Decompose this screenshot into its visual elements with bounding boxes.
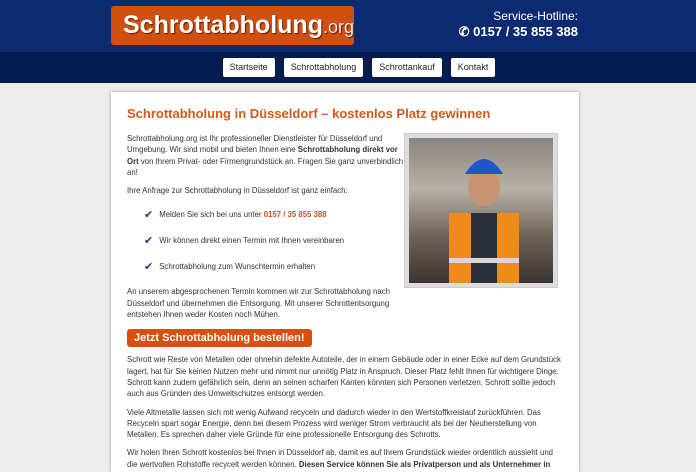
content-box [111,92,579,472]
phone-link[interactable]: 0157 / 35 855 388 [263,210,327,220]
paragraph: Viele Altmetalle lassen sich mit wenig Aufwand recyceln und dadurch wieder in den Wertstoffkreislauf zurückführen. Das Recyceln spart sogar Energie, denn bei diesem Prozess wird weniger Strom verbraucht als bei der Neuherstellung von Metallen. Es sprechen daher viele Gründe für eine professionelle Entsorgung des Schrotts. [127,407,541,440]
worker-image [409,138,553,283]
check-item: ✔ Melden Sie sich bei uns unter 0157 / 35 855 388 [144,209,327,222]
logo[interactable] [111,6,354,45]
paragraph: Schrott wie Reste von Metallen oder ohnehin defekte Autoteile, der in einem Gebäude oder in einer Ecke auf dem Grundstück lagert, hat für Sie keinen Nutzen mehr und nimmt nur unnötig Platz in Anspruch. Dieser Platz fehlt Ihnen für wichtigere Dinge. Schrott kann zudem gefährlich sein, denn an seinen scharfen Kanten könnten sich Personen verletzen. Schrott sollte jedoch auch aus Gründen des Umweltschutzes entsorgt werden. [127,355,561,399]
checkmark-icon: ✔ [144,261,154,274]
nav-schrottabholung[interactable]: Schrottabholung [284,58,364,77]
header [0,0,696,52]
logo-text: Schrottabholung [123,11,323,39]
nav-schrottankauf[interactable]: Schrottankauf [372,58,442,77]
order-button[interactable]: Jetzt Schrottabholung bestellen! [127,329,312,347]
check-item: ✔ Wir können direkt einen Termin mit Ihnen vereinbaren [144,235,345,248]
worker-photo [404,133,558,288]
paragraph: Wir holen Ihren Schrott kostenlos bei Ihnen in Düsseldorf ab, damit es auf Ihrem Grundstück wieder ordentlich aussieht und die wertvollen Rohstoffe recycelt werden können. Diesen Service können Sie als Privatperson und als Unternehmer in [127,448,554,469]
check-item: ✔ Schrottabholung zum Wunschtermin erhalten [144,261,316,274]
page-title: Schrottabholung in Düsseldorf – kostenlos Platz gewinnen [127,106,491,121]
request-paragraph: Ihre Anfrage zur Schrottabholung in Düsseldorf ist ganz einfach: [127,186,348,196]
hotline-label: Service-Hotline: [493,9,578,23]
appointment-paragraph: An unserem abgesprochenen Termin kommen wir zur Schrottabholung nach Düsseldorf und übernehmen die Entsorgung. Mit unserer Schrottentsorgung entstehen Ihnen weder Kosten noch Mühen. [127,287,390,320]
nav-kontakt[interactable]: Kontakt [451,58,496,77]
checkmark-icon: ✔ [144,209,154,222]
hotline-number[interactable]: 0157 / 35 855 388 [473,24,578,39]
checkmark-icon: ✔ [144,235,154,248]
intro-paragraph: Schrottabholung.org ist Ihr professioneller Dienstleister für Düsseldorf und Umgebung. Wir sind mobil und bieten Ihnen eine Schrottabholung direkt vor Ort von Ihrem Privat- oder Firmengrundstück an. Fragen Sie ganz unverbindlich an! [127,134,404,177]
logo-tld: .org [322,17,355,37]
nav-startseite[interactable]: Startseite [223,58,275,77]
phone-icon: ✆ [458,24,474,39]
main-nav [0,52,696,83]
service-hotline [459,9,578,39]
